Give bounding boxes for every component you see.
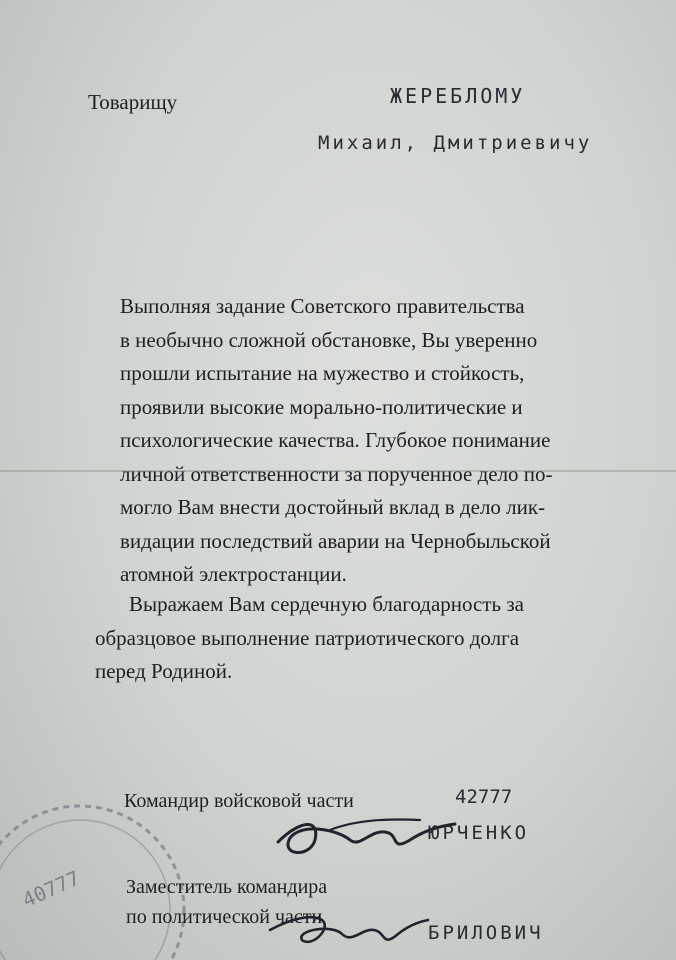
letter-body — [120, 290, 636, 592]
body-line: Выполняя задание Советского правительства — [120, 294, 525, 318]
body-line: могло Вам внести достойный вклад в дело лик- — [120, 495, 546, 519]
closing-line: образцовое выполнение патриотического долга — [95, 625, 520, 650]
body-line: личной ответственности за порученное дело по- — [120, 461, 553, 486]
letter-closing — [95, 588, 635, 689]
body-line: прошли испытание на мужество и стойкость, — [120, 361, 525, 385]
deputy-signature — [262, 900, 432, 960]
closing-line: Выражаем Вам сердечную благодарность за — [129, 592, 524, 616]
recipient-given-names: Михаил, Дмитриевичу — [318, 132, 593, 154]
stamp-number: 40777 — [18, 865, 84, 913]
body-line: в необычно сложной обстановке, Вы уверенно — [120, 327, 538, 352]
deputy-title-line: по политической части — [126, 906, 323, 928]
unit-number: 42777 — [455, 786, 513, 808]
deputy-title-line: Заместитель командира — [126, 876, 328, 898]
body-line: психологические качества. Глубокое понимание — [120, 428, 551, 452]
closing-line: перед Родиной. — [95, 659, 233, 683]
commander-title: Командир войсковой части — [124, 790, 354, 812]
recipient-surname: ЖЕРЕБЛОМУ — [390, 84, 526, 108]
body-line: видации последствий аварии на Чернобыльской — [120, 528, 551, 553]
commander-name: ЮРЧЕНКО — [428, 822, 530, 844]
salutation: Товарищу — [88, 90, 178, 114]
body-line: атомной электростанции. — [120, 562, 347, 586]
body-line: проявили высокие морально-политические и — [120, 394, 523, 419]
deputy-name: БРИЛОВИЧ — [428, 922, 544, 944]
